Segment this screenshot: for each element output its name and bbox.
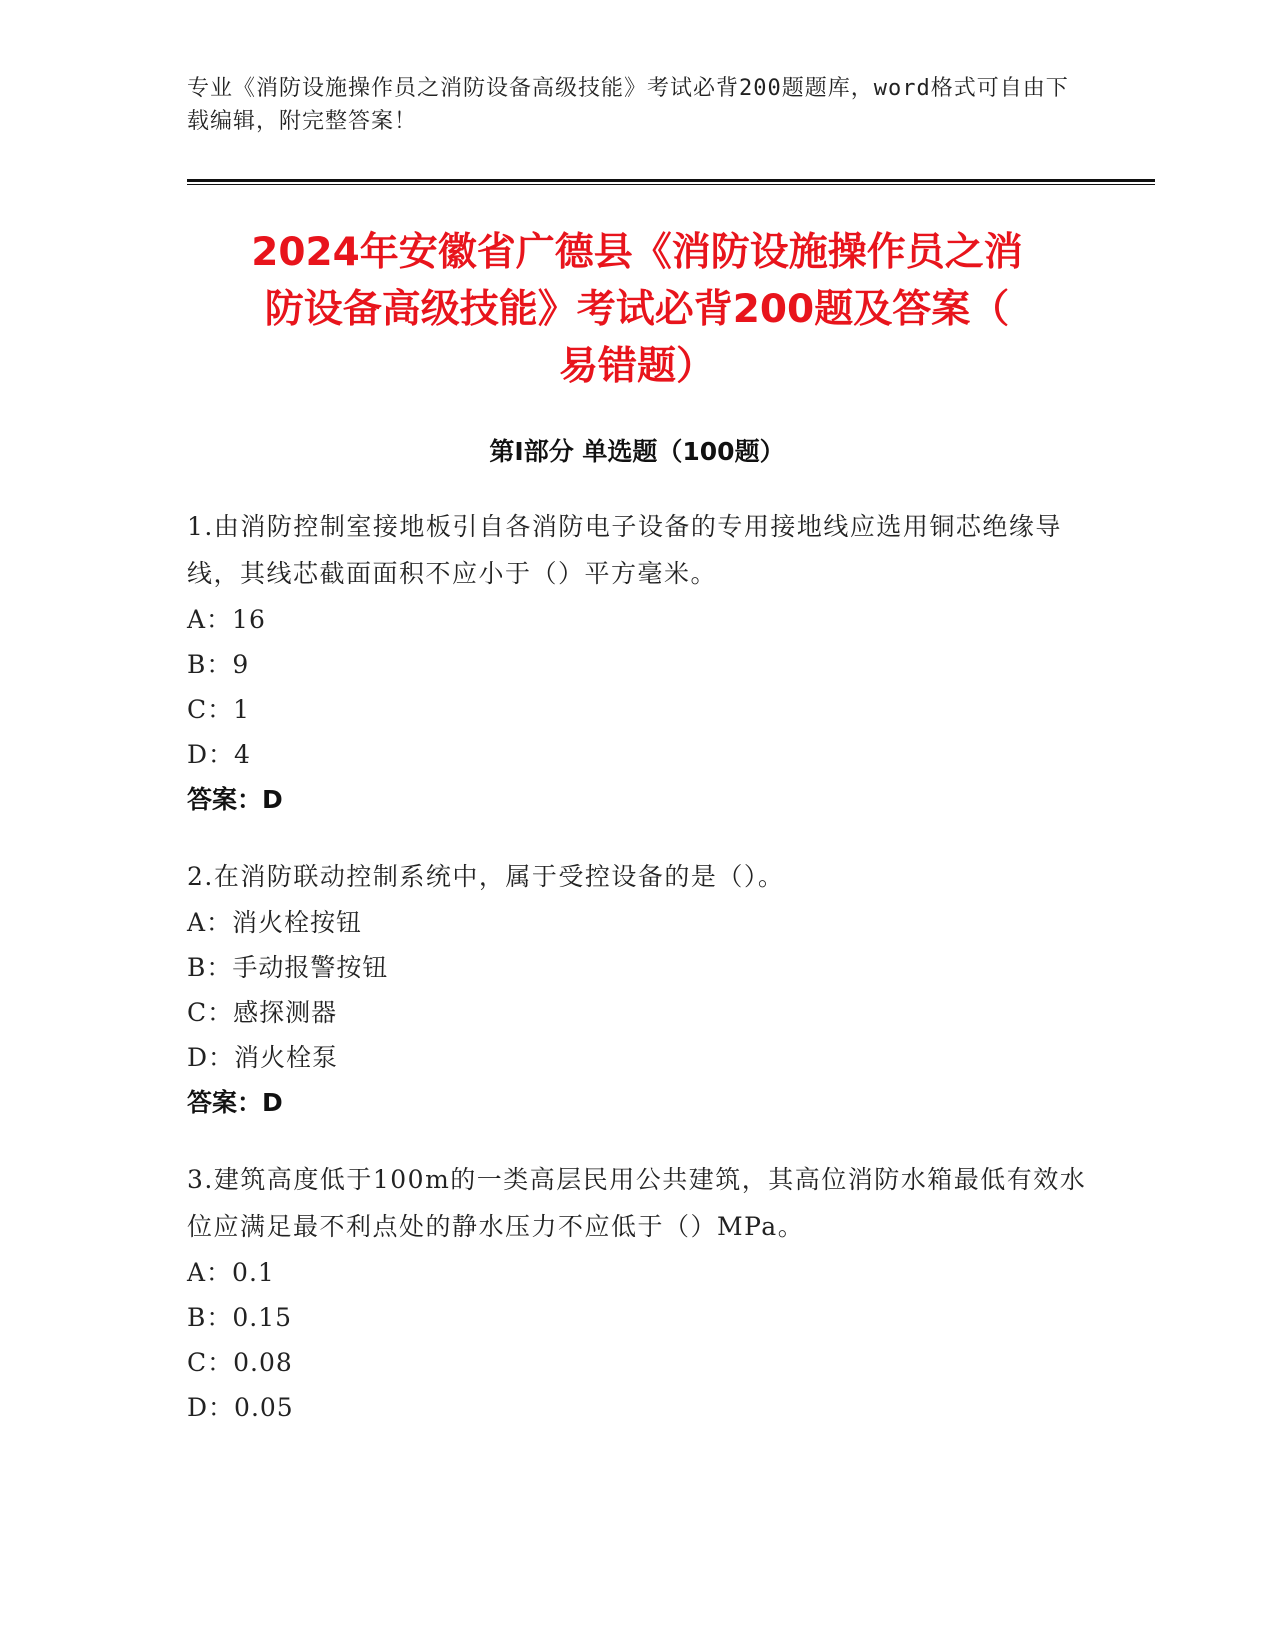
document-title (187, 224, 1087, 395)
answer: 答案：D (187, 785, 283, 814)
option-d: D：4 (187, 740, 251, 769)
option-b: B：0.15 (187, 1303, 293, 1332)
header-divider-thin (187, 184, 1155, 185)
section-title: 第Ⅰ部分 单选题（100题） (489, 437, 785, 466)
option-a: A：16 (187, 605, 266, 634)
option-c: C：感探测器 (187, 998, 338, 1027)
question-stem: 2.在消防联动控制系统中，属于受控设备的是（）。 (187, 862, 785, 891)
document-title-line-2: 防设备高级技能》考试必背200题及答案（ (264, 287, 1010, 332)
header-note: 专业《消防设施操作员之消防设备高级技能》考试必背200题题库，word格式可自由下载编辑，附完整答案！ (187, 76, 1069, 134)
option-a: A：消火栓按钮 (187, 908, 363, 937)
document-title-line-3: 易错题） (558, 344, 715, 389)
option-a: A：0.1 (187, 1258, 275, 1287)
option-c: C：1 (187, 695, 251, 724)
document-title-line-1: 2024年安徽省广德县《消防设施操作员之消 (251, 230, 1023, 275)
option-b: B：手动报警按钮 (187, 953, 389, 982)
header-divider-thick (187, 179, 1155, 182)
question-stem: 3.建筑高度低于100m的一类高层民用公共建筑，其高位消防水箱最低有效水位应满足最不利点处的静水压力不应低于（）MPa。 (187, 1165, 1087, 1241)
question-1 (187, 503, 1087, 822)
question-3 (187, 1156, 1087, 1430)
answer: 答案：D (187, 1088, 283, 1117)
question-stem: 1.由消防控制室接地板引自各消防电子设备的专用接地线应选用铜芯绝缘导线，其线芯截面面积不应小于（）平方毫米。 (187, 512, 1062, 588)
option-b: B：9 (187, 650, 250, 679)
option-d: D：0.05 (187, 1393, 294, 1422)
option-c: C：0.08 (187, 1348, 293, 1377)
question-2 (187, 853, 1087, 1125)
option-d: D：消火栓泵 (187, 1043, 339, 1072)
